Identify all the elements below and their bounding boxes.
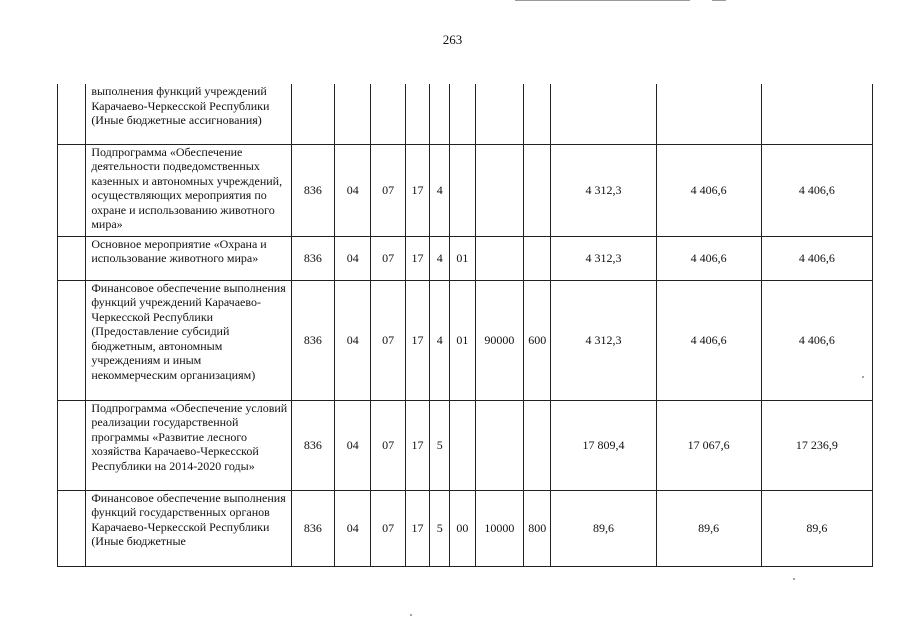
- year3-amount-cell: 17 236,9: [761, 400, 872, 490]
- section-code-cell: [335, 84, 371, 144]
- subprogram-code-cell: 4: [430, 144, 450, 236]
- program-code-cell: 17: [405, 400, 429, 490]
- scan-speck: [793, 578, 795, 580]
- index-cell: [58, 280, 86, 400]
- top-edge-rule-short: [712, 0, 726, 1]
- row-name-cell: выполнения функций учреждений Карачаево-Черкесской Республики (Иные бюджетные ассигнования): [86, 84, 291, 144]
- year1-amount-cell: [551, 84, 656, 144]
- year1-amount-cell: 4 312,3: [551, 236, 656, 280]
- expense-type-code-cell: 800: [524, 490, 551, 566]
- row-name-cell: Финансовое обеспечение выполнения функций государственных органов Карачаево-Черкесской Республики (Иные бюджетные: [86, 490, 291, 566]
- year3-amount-cell: [761, 84, 872, 144]
- subprogram-code-cell: 5: [430, 490, 450, 566]
- table-row: [58, 280, 873, 400]
- event-code-cell: [450, 400, 475, 490]
- year2-amount-cell: 89,6: [656, 490, 761, 566]
- year2-amount-cell: 4 406,6: [656, 236, 761, 280]
- year3-amount-cell: 89,6: [761, 490, 872, 566]
- subprogram-code-cell: [430, 84, 450, 144]
- budget-table-body: [58, 84, 873, 566]
- program-code-cell: 17: [405, 490, 429, 566]
- admin-code-cell: 836: [291, 490, 334, 566]
- admin-code-cell: 836: [291, 280, 334, 400]
- subprogram-code-cell: 4: [430, 280, 450, 400]
- index-cell: [58, 84, 86, 144]
- section-code-cell: 04: [335, 400, 371, 490]
- subsection-code-cell: 07: [371, 490, 405, 566]
- direction-code-cell: [475, 144, 524, 236]
- index-cell: [58, 144, 86, 236]
- table-row: [58, 400, 873, 490]
- subprogram-code-cell: 5: [430, 400, 450, 490]
- year1-amount-cell: 17 809,4: [551, 400, 656, 490]
- year2-amount-cell: 4 406,6: [656, 280, 761, 400]
- program-code-cell: [405, 84, 429, 144]
- direction-code-cell: [475, 400, 524, 490]
- top-edge-rule: [515, 0, 690, 1]
- expense-type-code-cell: [524, 400, 551, 490]
- event-code-cell: 01: [450, 280, 475, 400]
- section-code-cell: 04: [335, 236, 371, 280]
- program-code-cell: 17: [405, 144, 429, 236]
- subsection-code-cell: 07: [371, 144, 405, 236]
- expense-type-code-cell: 600: [524, 280, 551, 400]
- table-row: [58, 84, 873, 144]
- admin-code-cell: 836: [291, 236, 334, 280]
- direction-code-cell: [475, 84, 524, 144]
- year1-amount-cell: 4 312,3: [551, 144, 656, 236]
- subsection-code-cell: 07: [371, 280, 405, 400]
- admin-code-cell: [291, 84, 334, 144]
- year1-amount-cell: 89,6: [551, 490, 656, 566]
- scan-speck: [862, 376, 864, 378]
- row-name-cell: Подпрограмма «Обеспечение условий реализации государственной программы «Развитие лесного хозяйства Карачаево-Черкесской Республики на 2014-2020 годы»: [86, 400, 291, 490]
- subsection-code-cell: 07: [371, 400, 405, 490]
- index-cell: [58, 490, 86, 566]
- program-code-cell: 17: [405, 280, 429, 400]
- year1-amount-cell: 4 312,3: [551, 280, 656, 400]
- admin-code-cell: 836: [291, 400, 334, 490]
- event-code-cell: 00: [450, 490, 475, 566]
- expense-type-code-cell: [524, 84, 551, 144]
- year3-amount-cell: 4 406,6: [761, 236, 872, 280]
- direction-code-cell: 90000: [475, 280, 524, 400]
- scan-speck: [410, 614, 412, 616]
- expense-type-code-cell: [524, 236, 551, 280]
- admin-code-cell: 836: [291, 144, 334, 236]
- year2-amount-cell: [656, 84, 761, 144]
- year2-amount-cell: 4 406,6: [656, 144, 761, 236]
- page-number: 263: [442, 32, 463, 47]
- subprogram-code-cell: 4: [430, 236, 450, 280]
- row-name-cell: Подпрограмма «Обеспечение деятельности подведомственных казенных и автономных учреждений, осуществляющих мероприятия по охране и использованию животного мира»: [86, 144, 291, 236]
- section-code-cell: 04: [335, 280, 371, 400]
- year3-amount-cell: 4 406,6: [761, 280, 872, 400]
- event-code-cell: [450, 144, 475, 236]
- year2-amount-cell: 17 067,6: [656, 400, 761, 490]
- direction-code-cell: 10000: [475, 490, 524, 566]
- event-code-cell: [450, 84, 475, 144]
- row-name-cell: Основное мероприятие «Охрана и использование животного мира»: [86, 236, 291, 280]
- index-cell: [58, 236, 86, 280]
- row-name-cell: Финансовое обеспечение выполнения функций учреждений Карачаево-Черкесской Республики (Предоставление субсидий бюджетным, автономным учреждениям и иным некоммерческим организациям): [86, 280, 291, 400]
- table-row: [58, 490, 873, 566]
- budget-table: [57, 84, 873, 567]
- year3-amount-cell: 4 406,6: [761, 144, 872, 236]
- index-cell: [58, 400, 86, 490]
- table-row: [58, 236, 873, 280]
- subsection-code-cell: 07: [371, 236, 405, 280]
- direction-code-cell: [475, 236, 524, 280]
- subsection-code-cell: [371, 84, 405, 144]
- table-row: [58, 144, 873, 236]
- program-code-cell: 17: [405, 236, 429, 280]
- expense-type-code-cell: [524, 144, 551, 236]
- section-code-cell: 04: [335, 144, 371, 236]
- section-code-cell: 04: [335, 490, 371, 566]
- event-code-cell: 01: [450, 236, 475, 280]
